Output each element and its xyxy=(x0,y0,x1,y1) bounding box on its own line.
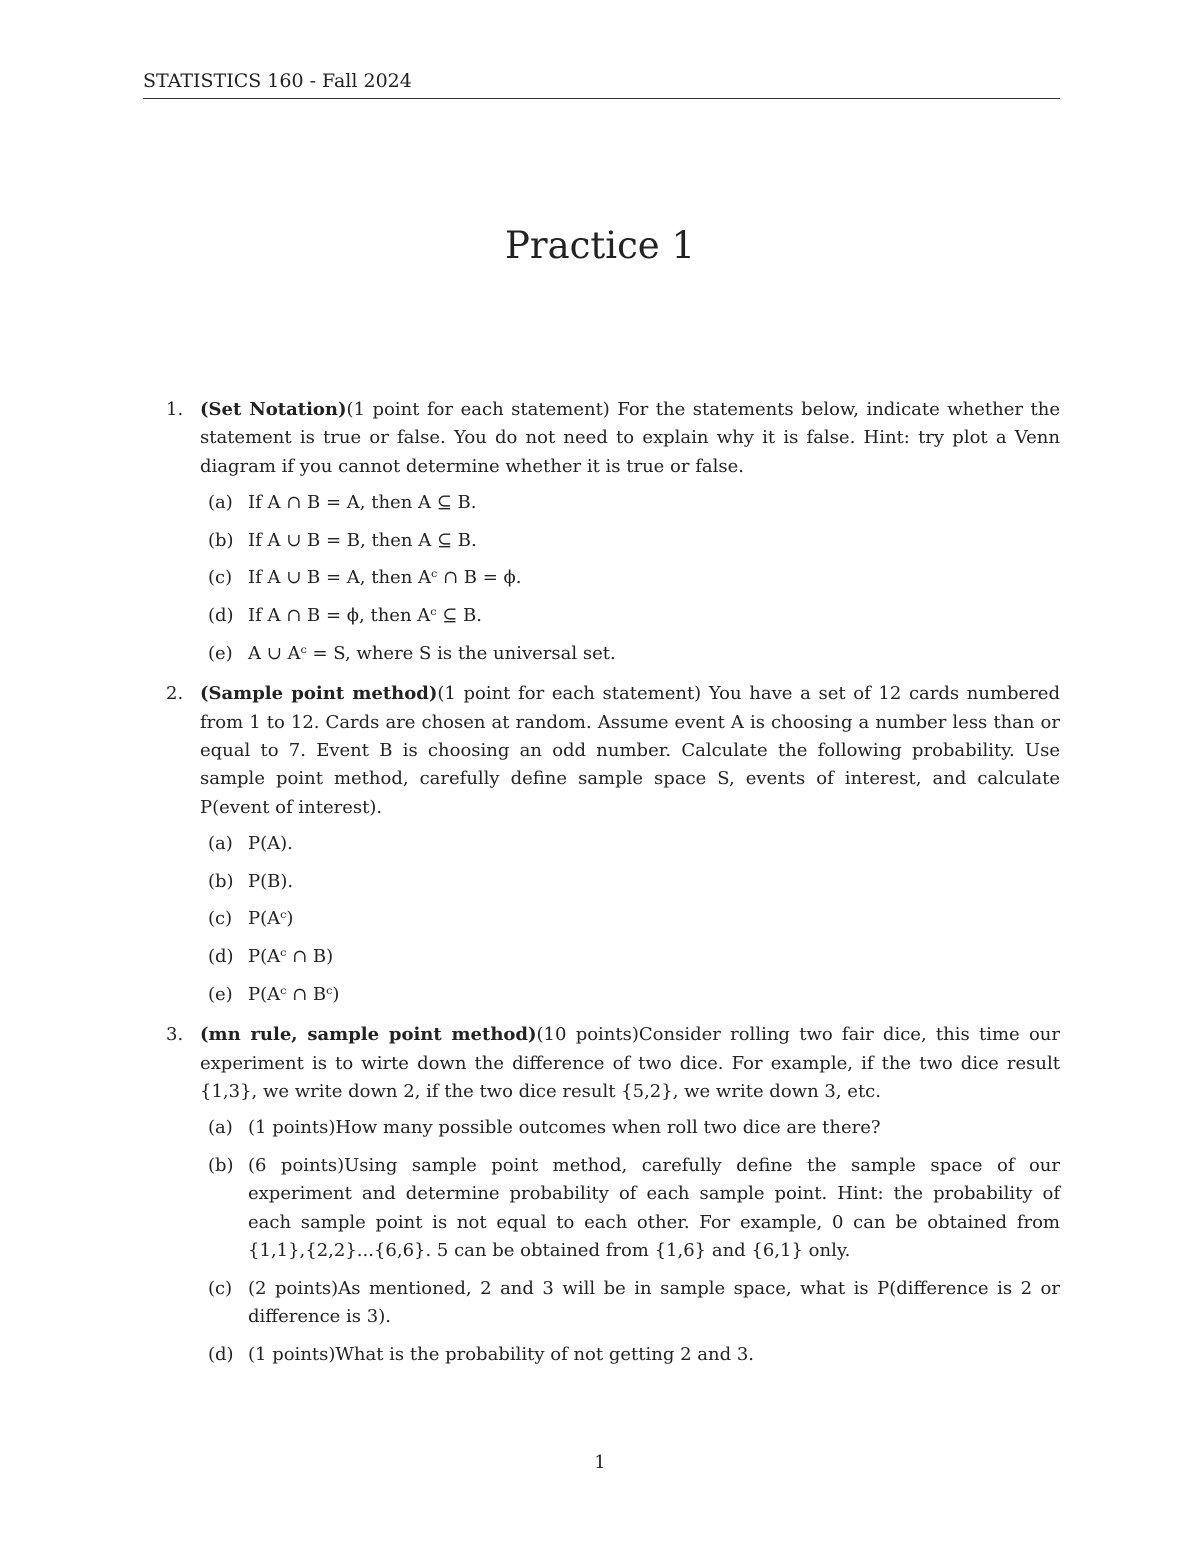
subquestion xyxy=(200,564,1060,592)
subquestion-label: (c) xyxy=(208,908,233,930)
subquestion xyxy=(200,905,1060,933)
question-number: 2. xyxy=(166,683,184,705)
subquestion xyxy=(200,527,1060,555)
subquestion-text: (6 points)Using sample point method, carefully define the sample space of our experiment and determine probability of each sample point. Hint: the probability of each sample point is not equal to each other. For example, 0 can be obtained from {1,1},{2,2}...{6,6}. 5 can be obtained from {1,6} and {6,1} only. xyxy=(248,1155,1060,1261)
subquestion-label: (a) xyxy=(208,1117,233,1139)
subquestion-label: (d) xyxy=(208,1343,234,1365)
subquestion-label: (a) xyxy=(208,832,233,854)
question-text xyxy=(200,396,1060,481)
subquestion-label: (c) xyxy=(208,567,233,589)
question-text xyxy=(200,1021,1060,1106)
subquestion xyxy=(200,602,1060,630)
question-topic: (Sample point method) xyxy=(200,683,438,705)
subquestion xyxy=(200,868,1060,896)
subquestion-list xyxy=(200,489,1060,668)
question-topic: (mn rule, sample point method) xyxy=(200,1024,537,1046)
subquestion xyxy=(200,640,1060,668)
subquestion xyxy=(200,943,1060,971)
course-header: STATISTICS 160 - Fall 2024 xyxy=(143,70,1060,99)
subquestion-text: P(Aᶜ ∩ Bᶜ) xyxy=(248,984,340,1006)
subquestion xyxy=(200,1114,1060,1142)
subquestion xyxy=(200,1275,1060,1332)
subquestion-text: If A ∪ B = A, then Aᶜ ∩ B = ϕ. xyxy=(248,567,522,589)
question-topic: (Set Notation) xyxy=(200,399,347,420)
question-2 xyxy=(166,680,1060,1009)
subquestion-label: (b) xyxy=(208,1155,234,1177)
page-number: 1 xyxy=(594,1452,606,1473)
subquestion xyxy=(200,981,1060,1009)
subquestion-label: (d) xyxy=(208,946,234,968)
subquestion-text: (2 points)As mentioned, 2 and 3 will be in sample space, what is P(difference is 2 or difference is 3). xyxy=(248,1277,1060,1328)
subquestion-label: (d) xyxy=(208,605,234,627)
page-title: Practice 1 xyxy=(505,224,695,267)
question-body: (1 point for each statement) You have a set of 12 cards numbered from 1 to 12. Cards are chosen at random. Assume event A is choosing a number less than or equal to 7. Event B is choosing an odd number. Calculate the following probability. Use sample point method, carefully define sample space S, events of interest, and calculate P(event of interest). xyxy=(200,683,1060,818)
subquestion-label: (e) xyxy=(208,643,233,665)
subquestion-text: (1 points)How many possible outcomes when roll two dice are there? xyxy=(248,1117,881,1139)
subquestion-text: A ∪ Aᶜ = S, where S is the universal set. xyxy=(248,643,616,665)
subquestion-label: (a) xyxy=(208,491,233,513)
subquestion xyxy=(200,1341,1060,1369)
subquestion-text: P(Aᶜ ∩ B) xyxy=(248,946,334,968)
subquestion xyxy=(200,489,1060,517)
subquestion-label: (c) xyxy=(208,1277,233,1299)
subquestion-list xyxy=(200,830,1060,1009)
question-number: 3. xyxy=(166,1024,184,1046)
subquestion-text: If A ∩ B = A, then A ⊆ B. xyxy=(248,491,477,513)
question-body: (1 point for each statement) For the statements below, indicate whether the statement is true or false. You do not need to explain why it is false. Hint: try plot a Venn diagram if you cannot determine whether it is true or false. xyxy=(200,399,1060,477)
subquestion-list xyxy=(200,1114,1060,1369)
subquestion xyxy=(200,830,1060,858)
subquestion-text: If A ∪ B = B, then A ⊆ B. xyxy=(248,529,477,551)
subquestion-text: (1 points)What is the probability of not getting 2 and 3. xyxy=(248,1343,754,1365)
subquestion xyxy=(200,1152,1060,1265)
question-text xyxy=(200,680,1060,821)
subquestion-label: (b) xyxy=(208,870,234,892)
subquestion-text: P(A). xyxy=(248,832,293,854)
subquestion-text: P(Aᶜ) xyxy=(248,908,294,930)
subquestion-text: If A ∩ B = ϕ, then Aᶜ ⊆ B. xyxy=(248,605,482,627)
question-3 xyxy=(166,1021,1060,1369)
subquestion-label: (b) xyxy=(208,529,234,551)
subquestion-label: (e) xyxy=(208,984,233,1006)
question-list xyxy=(166,396,1060,1381)
question-body: (10 points)Consider rolling two fair dice, this time our experiment is to wirte down the difference of two dice. For example, if the two dice result {1,3}, we write down 2, if the two dice result {5,2}, we write down 3, etc. xyxy=(200,1024,1060,1102)
question-number: 1. xyxy=(166,399,184,420)
subquestion-text: P(B). xyxy=(248,870,294,892)
question-1 xyxy=(166,396,1060,668)
